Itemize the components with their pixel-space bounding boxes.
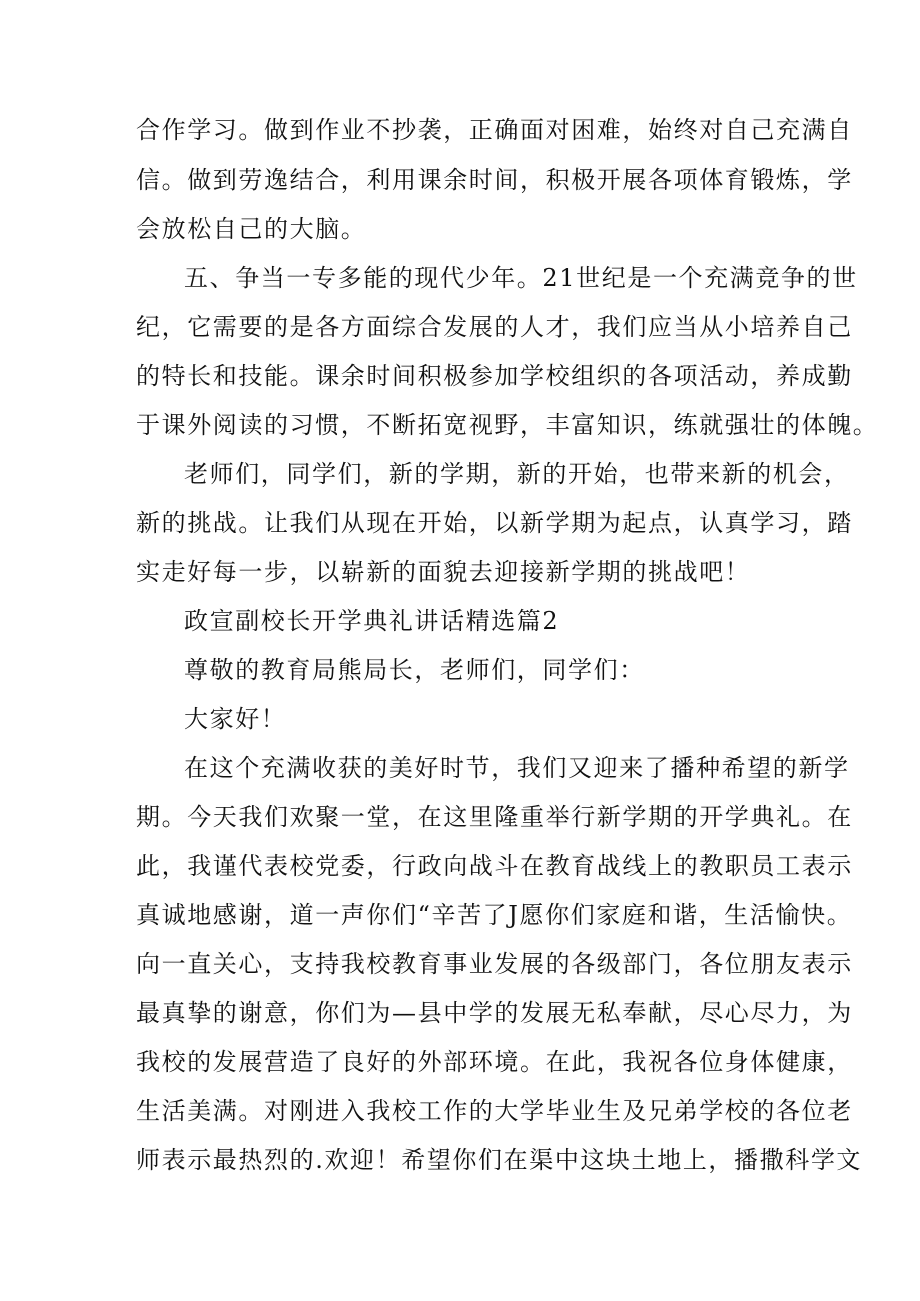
text-line: 实走好每一步，以崭新的面貌去迎接新学期的挑战吧！ bbox=[136, 558, 751, 586]
text-line: 期。今天我们欢聚一堂，在这里隆重举行新学期的开学典礼。在 bbox=[136, 803, 853, 831]
greeting-line: 大家好！ bbox=[184, 705, 287, 733]
text-line: 在这个充满收获的美好时节，我们又迎来了播种希望的新学 bbox=[184, 754, 850, 782]
text-line: 信。做到劳逸结合，利用课余时间，积极开展各项体育锻炼，学 bbox=[136, 166, 853, 194]
salutation-line: 尊敬的教育局熊局长，老师们，同学们： bbox=[184, 656, 645, 684]
text-line: 的特长和技能。课余时间积极参加学校组织的各项活动，养成勤 bbox=[136, 362, 853, 390]
text-line: 五、争当一专多能的现代少年。21世纪是一个充满竞争的世 bbox=[184, 264, 858, 292]
text-line: 师表示最热烈的.欢迎！希望你们在渠中这块土地上，播撒科学文 bbox=[136, 1146, 863, 1174]
text-line: 向一直关心，支持我校教育事业发展的各级部门，各位朋友表示 bbox=[136, 950, 853, 978]
section-heading: 政宣副校长开学典礼讲话精选篇2 bbox=[184, 607, 560, 635]
text-line: 生活美满。对刚进入我校工作的大学毕业生及兄弟学校的各位老 bbox=[136, 1097, 853, 1125]
text-line: 此，我谨代表校党委，行政向战斗在教育战线上的教职员工表示 bbox=[136, 852, 853, 880]
text-line: 于课外阅读的习惯，不断拓宽视野，丰富知识，练就强壮的体魄。 bbox=[136, 411, 879, 439]
text-line: 真诚地感谢，道一声你们“辛苦了J愿你们家庭和谐，生活愉快。 bbox=[136, 901, 853, 929]
text-line: 合作学习。做到作业不抄袭，正确面对困难，始终对自己充满自 bbox=[136, 116, 853, 144]
text-line: 我校的发展营造了良好的外部环境。在此，我祝各位身体健康， bbox=[136, 1048, 853, 1076]
text-line: 新的挑战。让我们从现在开始，以新学期为起点，认真学习，踏 bbox=[136, 509, 853, 537]
text-line: 老师们，同学们，新的学期，新的开始，也带来新的机会， bbox=[184, 460, 850, 488]
text-line: 会放松自己的大脑。 bbox=[136, 215, 367, 243]
text-line: 最真挚的谢意，你们为—县中学的发展无私奉献，尽心尽力，为 bbox=[136, 999, 853, 1027]
text-line: 纪，它需要的是各方面综合发展的人才，我们应当从小培养自己 bbox=[136, 313, 853, 341]
